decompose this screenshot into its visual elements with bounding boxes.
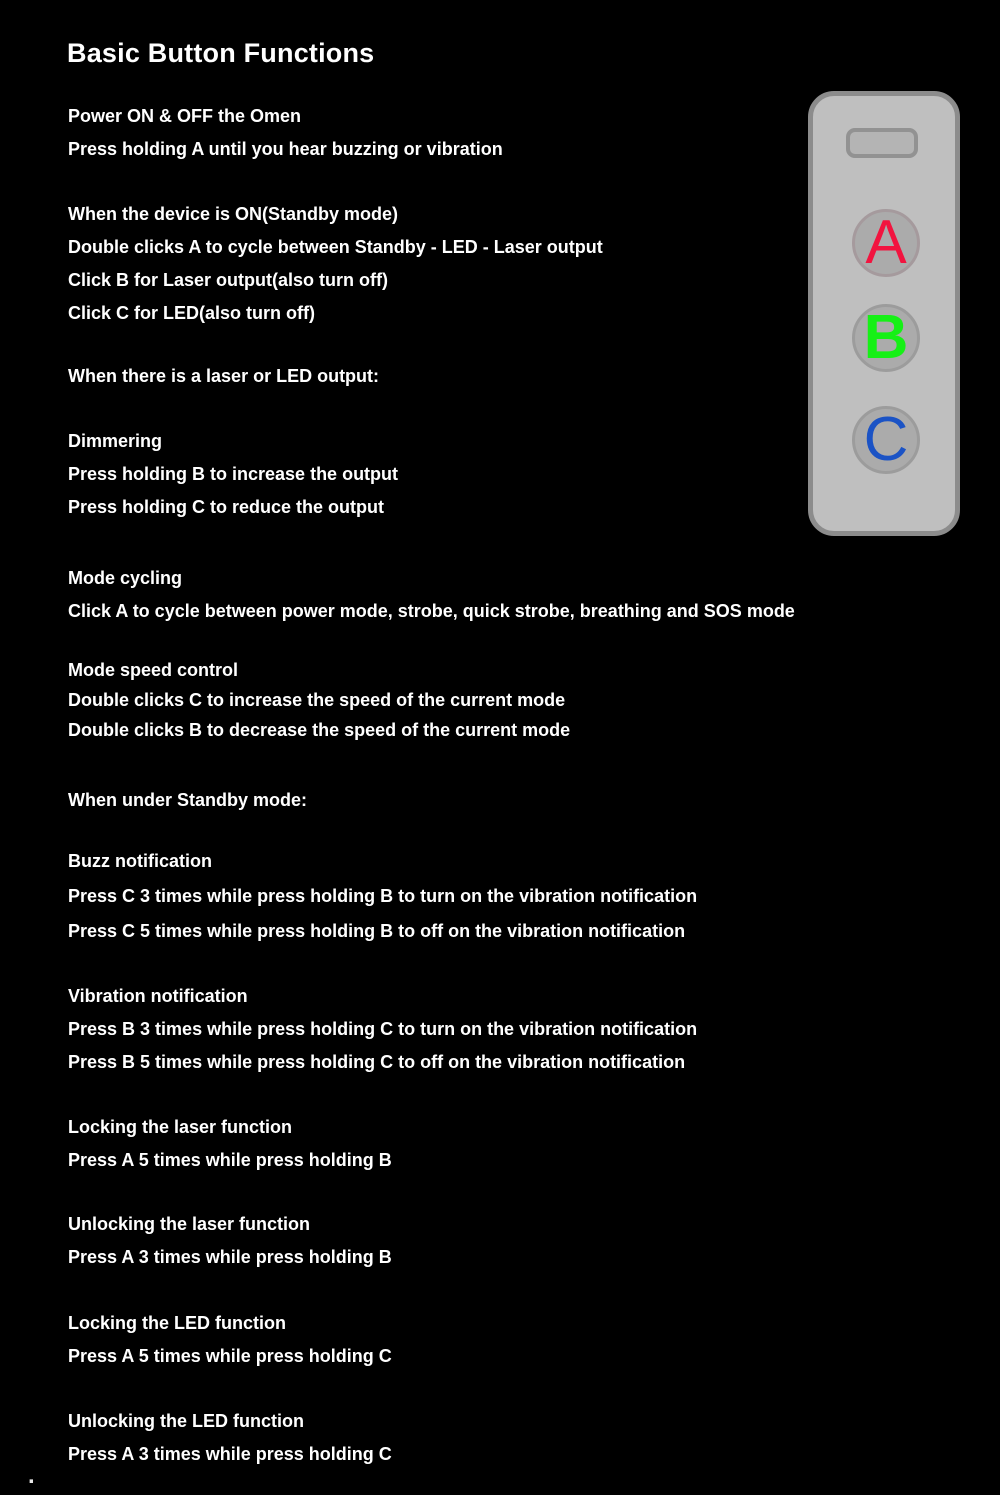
section-lock-laser [68,1111,980,1177]
section-heading: When under Standby mode: [68,790,308,810]
section-heading: When there is a laser or LED output: [68,366,380,386]
section-lock-led [68,1307,980,1373]
section-heading: Dimmering [68,431,163,451]
section-heading: Mode speed control [68,660,239,680]
instruction-line: Press B 3 times while press holding C to turn on the vibration notification [68,1019,698,1039]
button-b [852,304,920,372]
instruction-line: Press C 5 times while press holding B to off on the vibration notification [68,921,686,941]
button-a [852,209,920,277]
instruction-line: Press A 3 times while press holding B [68,1247,392,1267]
instruction-line: Press holding C to reduce the output [68,497,385,517]
instruction-line: Press A 3 times while press holding C [68,1444,392,1464]
section-heading: Power ON & OFF the Omen [68,106,302,126]
remote-device-illustration [808,91,960,536]
section-heading: Locking the LED function [68,1313,286,1333]
instruction-line: Click C for LED(also turn off) [68,303,315,323]
section-unlock-led [68,1405,980,1471]
section-heading: When the device is ON(Standby mode) [68,204,399,224]
instruction-line: Double clicks B to decrease the speed of the current mode [68,720,571,740]
section-unlock-laser [68,1208,980,1274]
instruction-line: Press A 5 times while press holding C [68,1346,392,1366]
stray-mark: . [28,1462,35,1489]
instruction-line: Press A 5 times while press holding B [68,1150,392,1170]
instruction-line: Double clicks C to increase the speed of the current mode [68,690,566,710]
button-c [852,406,920,474]
instruction-line: Press B 5 times while press holding C to off on the vibration notification [68,1052,686,1072]
section-heading: Unlocking the LED function [68,1411,304,1431]
instruction-line: Click B for Laser output(also turn off) [68,270,389,290]
section-mode-cycling [68,562,980,628]
section-heading: Buzz notification [68,851,212,871]
section-standby-heading [68,784,980,817]
button-a-label: A [865,208,907,277]
section-heading: Unlocking the laser function [68,1214,311,1234]
button-c-label: C [863,405,909,474]
section-buzz [68,844,980,949]
instruction-line: Click A to cycle between power mode, strobe, quick strobe, breathing and SOS mode [68,601,795,621]
section-mode-speed [68,655,980,745]
section-vibration [68,980,980,1079]
section-heading: Mode cycling [68,568,183,588]
section-heading: Vibration notification [68,986,248,1006]
indicator-window [846,128,918,158]
page-title: Basic Button Functions [67,38,375,68]
instruction-line: Double clicks A to cycle between Standby - LED - Laser output [68,237,603,257]
section-heading: Locking the laser function [68,1117,293,1137]
instruction-line: Press holding A until you hear buzzing or vibration [68,139,503,159]
button-b-label: B [863,303,909,372]
instruction-line: Press holding B to increase the output [68,464,399,484]
instruction-line: Press C 3 times while press holding B to turn on the vibration notification [68,886,698,906]
